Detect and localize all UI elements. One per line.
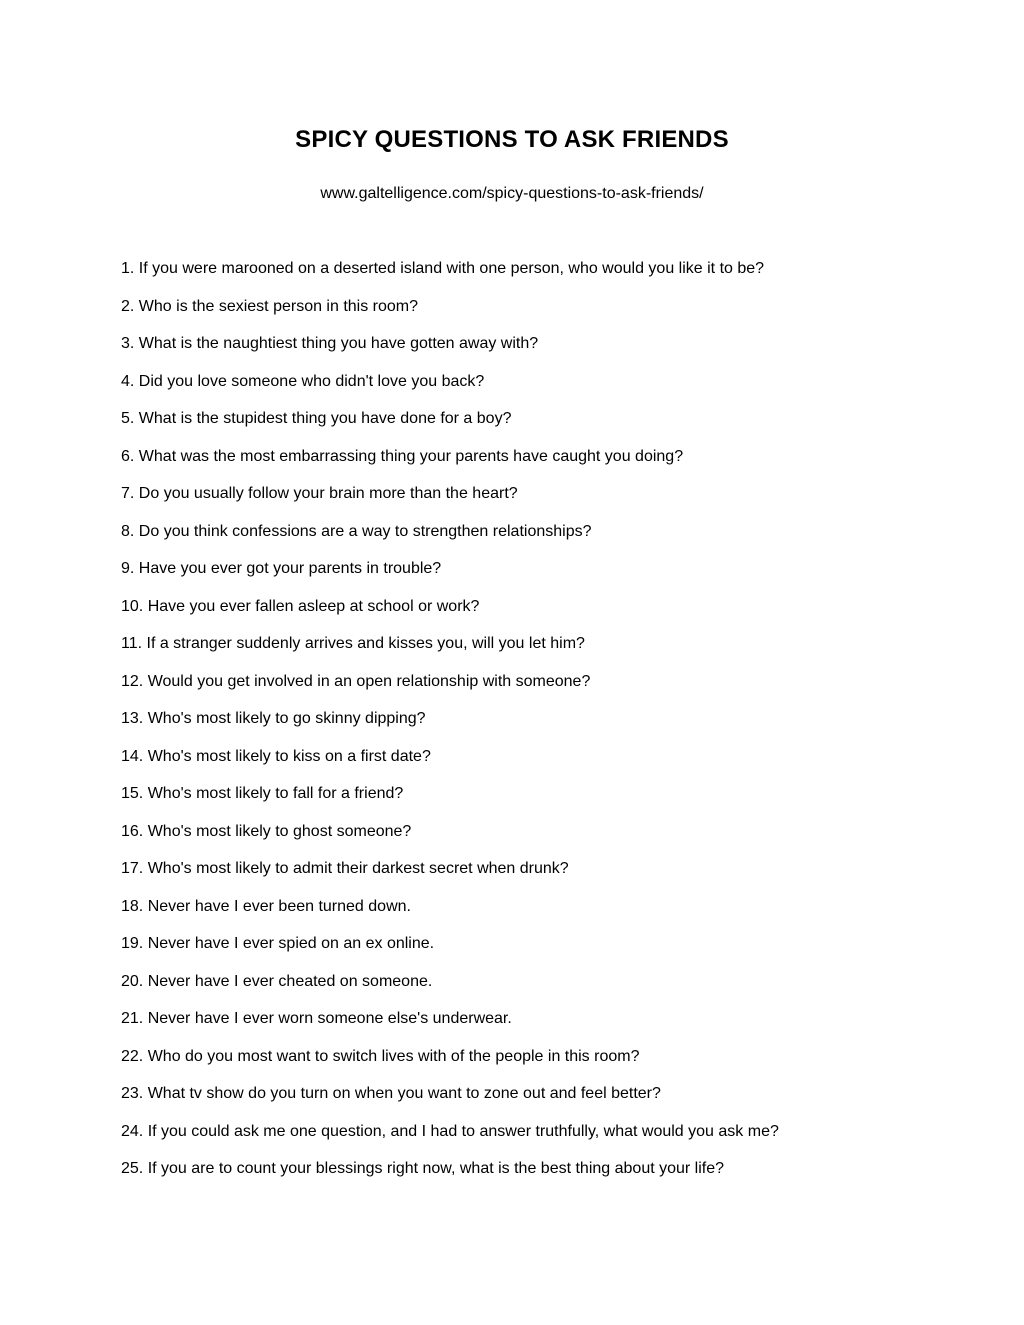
question-item: 6. What was the most embarrassing thing your parents have caught you doing?	[121, 447, 684, 465]
question-item: 7. Do you usually follow your brain more than the heart?	[121, 485, 518, 502]
question-item: 4. Did you love someone who didn't love you back?	[121, 372, 485, 390]
page-title: SPICY QUESTIONS TO ASK FRIENDS	[295, 126, 729, 153]
question-item: 22. Who do you most want to switch lives with of the people in this room?	[121, 1047, 640, 1065]
source-url: www.galtelligence.com/spicy-questions-to-ask-friends/	[320, 185, 704, 202]
question-item: 11. If a stranger suddenly arrives and kisses you, will you let him?	[121, 635, 585, 652]
question-item: 19. Never have I ever spied on an ex online.	[121, 935, 435, 952]
question-item: 21. Never have I ever worn someone else's underwear.	[121, 1010, 512, 1027]
question-item: 24. If you could ask me one question, and I had to answer truthfully, what would you ask me?	[121, 1122, 779, 1140]
question-item: 3. What is the naughtiest thing you have gotten away with?	[121, 335, 539, 352]
question-list	[121, 258, 941, 1196]
question-item: 2. Who is the sexiest person in this room?	[121, 297, 419, 315]
question-item: 13. Who's most likely to go skinny dipping?	[121, 710, 426, 727]
question-item: 18. Never have I ever been turned down.	[121, 897, 411, 915]
question-item: 12. Would you get involved in an open relationship with someone?	[121, 672, 591, 690]
question-item: 5. What is the stupidest thing you have done for a boy?	[121, 410, 512, 427]
question-item: 8. Do you think confessions are a way to strengthen relationships?	[121, 522, 592, 540]
question-item: 25. If you are to count your blessings right now, what is the best thing about your life?	[121, 1160, 725, 1177]
question-item: 14. Who's most likely to kiss on a first date?	[121, 747, 431, 765]
question-item: 10. Have you ever fallen asleep at school or work?	[121, 597, 480, 615]
question-item: 1. If you were marooned on a deserted island with one person, who would you like it to be?	[121, 260, 765, 277]
question-item: 15. Who's most likely to fall for a friend?	[121, 785, 404, 802]
question-item: 23. What tv show do you turn on when you want to zone out and feel better?	[121, 1085, 661, 1102]
question-item: 17. Who's most likely to admit their darkest secret when drunk?	[121, 860, 569, 877]
question-item: 9. Have you ever got your parents in trouble?	[121, 560, 442, 577]
question-item: 20. Never have I ever cheated on someone.	[121, 972, 433, 990]
question-item: 16. Who's most likely to ghost someone?	[121, 822, 412, 840]
